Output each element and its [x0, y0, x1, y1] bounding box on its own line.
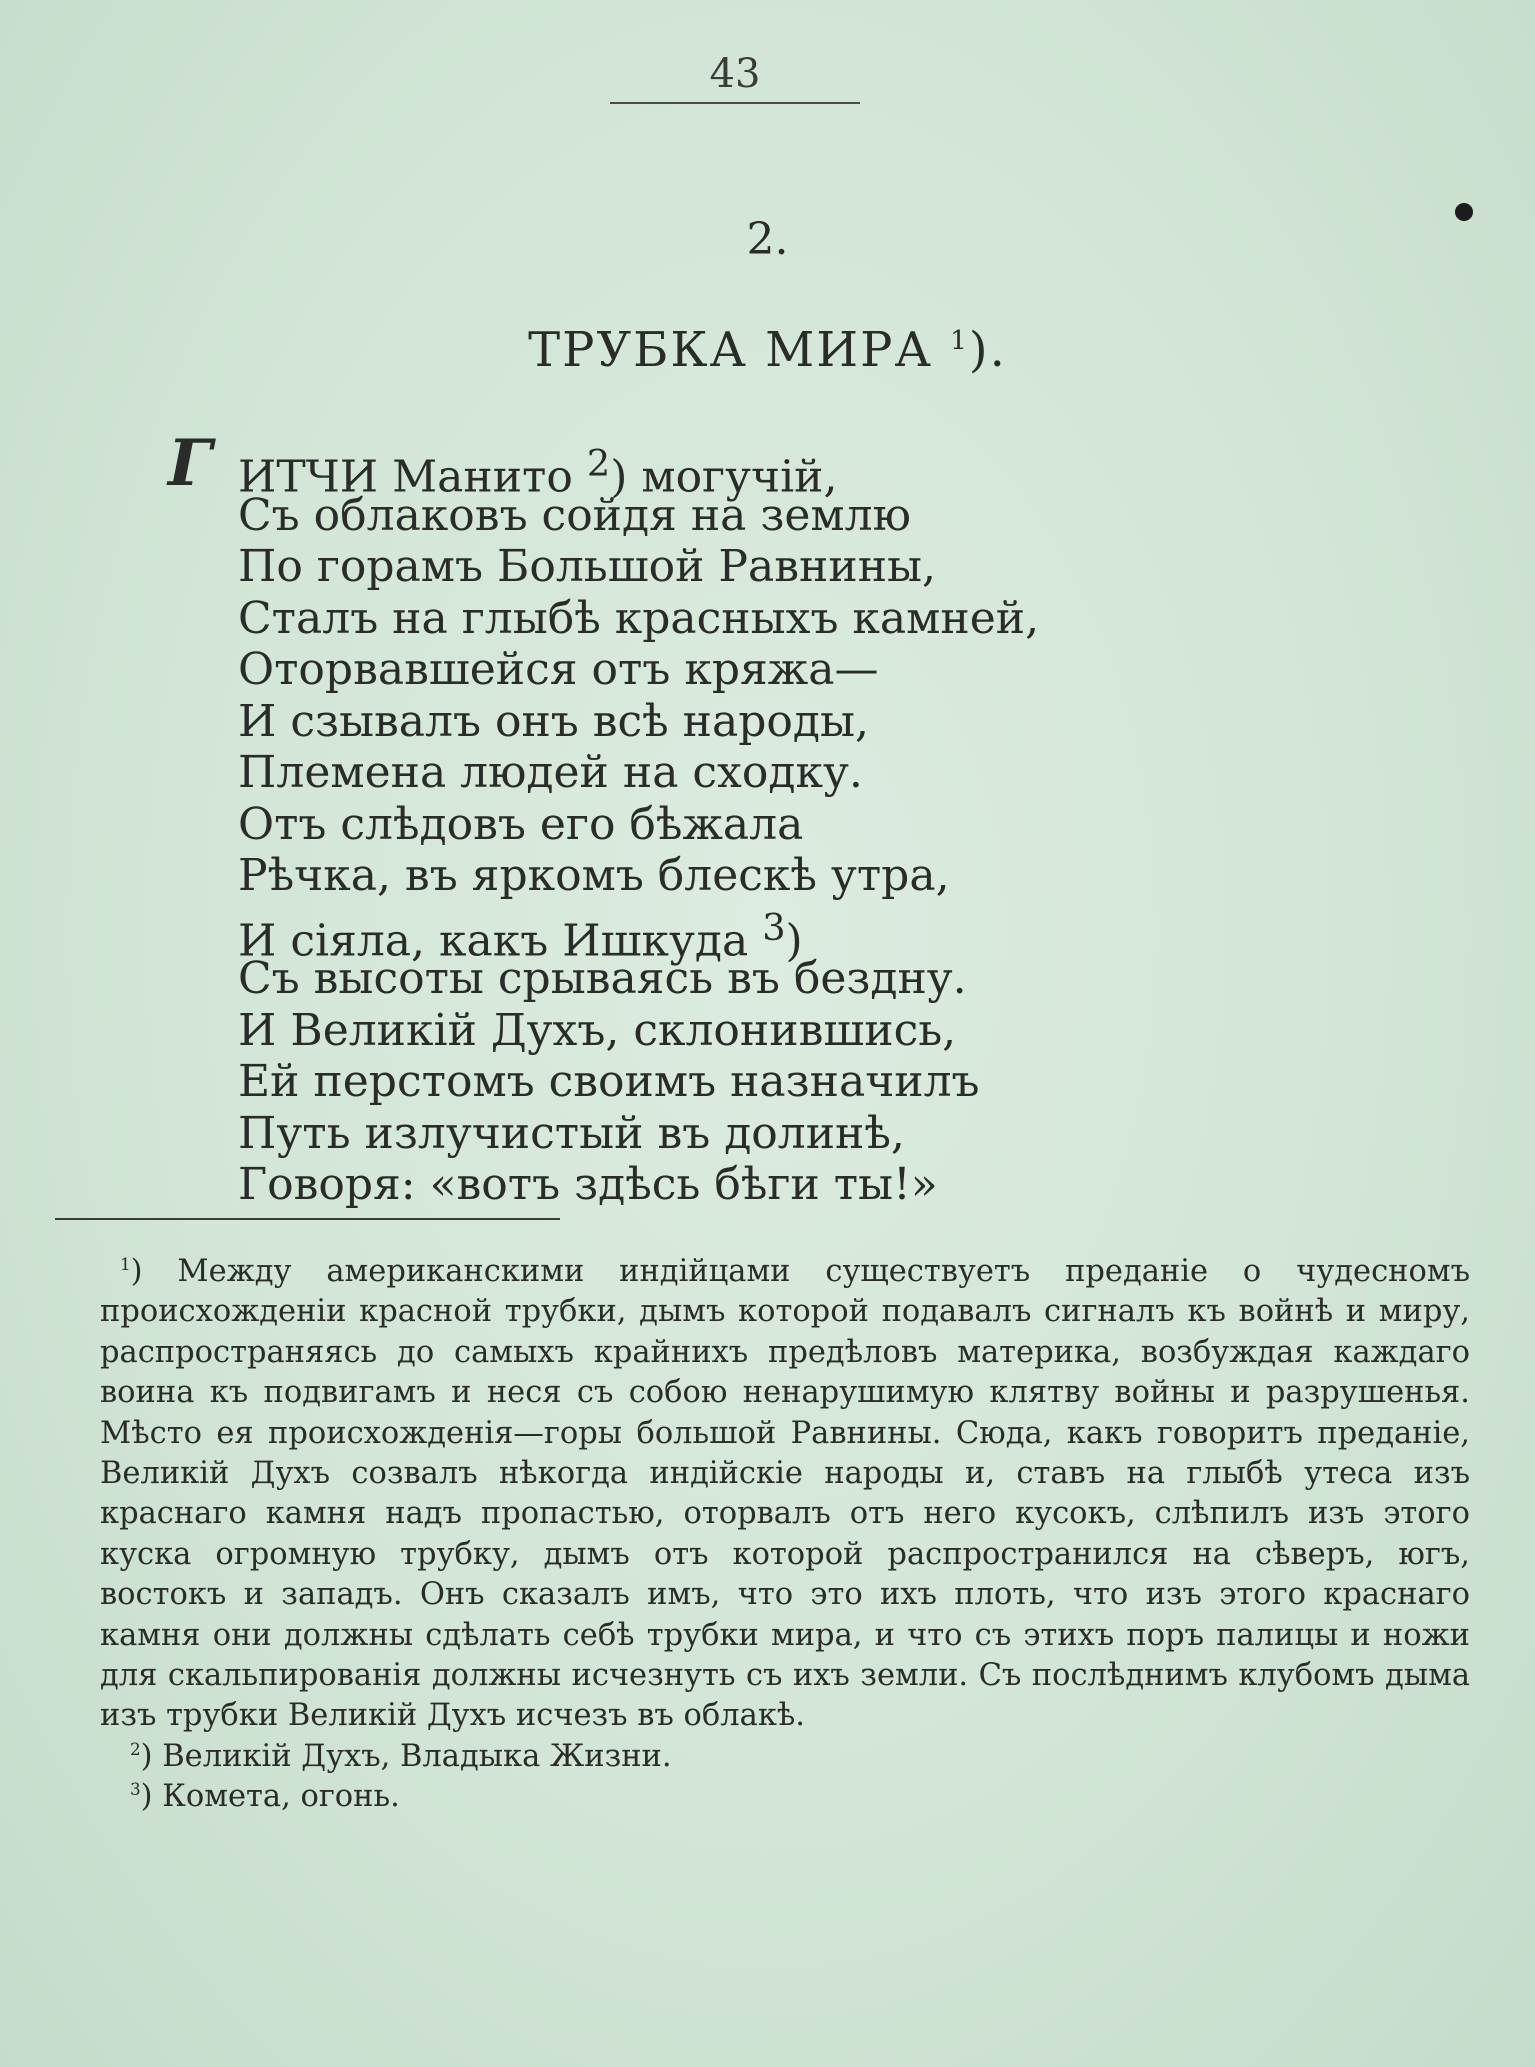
footnote-ref: 3	[762, 905, 786, 949]
footnote-text: ) Между американскими индійцами существуетъ преданіе о чудесномъ происхожденіи красной трубки, дымъ которой подавалъ сигналъ къ войнѣ и миру, распространяясь до самыхъ крайнихъ предѣловъ материка, возбуждая каждаго воина къ подвигамъ и неся съ собою ненарушимую клятву войны и разрушенья. Мѣсто ея происхожденія—горы большой Равнины. Сюда, какъ говоритъ преданіе, Великій Духъ созвалъ нѣкогда индійскіе народы и, ставъ на глыбѣ утеса изъ краснаго камня надъ пропастью, оторвалъ отъ него кусокъ, слѣпилъ изъ этого куска огромную трубку, дымъ отъ которой распространился на сѣверъ, югъ, востокъ и западъ. Онъ сказалъ имъ, что это ихъ плоть, что изъ этого краснаго камня они должны сдѣлать себѣ трубки мира, и что съ этихъ поръ палицы и ножи для скальпированія должны исчезнуть съ ихъ земли. Съ послѣднимъ клубомъ дыма изъ трубки Великій Духъ исчезъ въ облакѣ.	[100, 1254, 1470, 1734]
poem-line: Рѣчка, въ яркомъ блескѣ утра,	[238, 850, 950, 901]
poem-title-text: ТРУБКА МИРА	[528, 322, 933, 378]
footnote-divider	[55, 1218, 560, 1220]
poem-line-tail: ) могучій,	[610, 451, 838, 503]
page-number: 43	[709, 51, 761, 97]
footnote-text: ) Комета, огонь.	[140, 1779, 400, 1815]
poem-line-text: ИТЧИ Манито	[238, 451, 573, 503]
footnote-ref: 2	[586, 442, 611, 485]
poem-line: Оторвавшейся отъ кряжа—	[238, 644, 879, 695]
poem-body	[168, 426, 1368, 1211]
section-number: 2.	[746, 214, 789, 265]
footnote-1	[100, 1252, 1470, 1737]
footnotes	[100, 1252, 1470, 1818]
title-footnote-ref: 1	[950, 325, 969, 356]
title-suffix: ).	[968, 322, 1007, 378]
poem-line-tail: )	[785, 915, 803, 967]
poem-line	[168, 426, 1368, 503]
poem-line: И сзывалъ онъ всѣ народы,	[238, 695, 869, 747]
footnote-marker: 2	[130, 1738, 141, 1759]
poem-line: И Великій Духъ, склонившись,	[238, 1004, 957, 1056]
poem-line: Съ облаковъ сойдя на землю	[238, 489, 911, 541]
poem-line: Племена людей на сходку.	[238, 747, 863, 798]
drop-cap: Г	[168, 426, 213, 501]
footnote-marker: 3	[130, 1779, 141, 1800]
footnote-marker: 1	[120, 1253, 131, 1274]
poem-line: Съ высоты срываясь въ бездну.	[238, 953, 967, 1004]
poem-line-text: И сіяла, какъ Ишкуда	[238, 915, 749, 967]
poem-line: По горамъ Большой Равнины,	[238, 541, 937, 592]
poem-line: Сталъ на глыбѣ красныхъ камней,	[238, 592, 1040, 644]
poem-line	[168, 902, 1368, 967]
page-header	[610, 52, 860, 104]
footnote-2	[100, 1737, 1470, 1777]
poem-line: Отъ слѣдовъ его бѣжала	[238, 798, 804, 850]
poem-line: Ей перстомъ своимъ назначилъ	[238, 1056, 980, 1107]
poem-line: Путь излучистый въ долинѣ,	[238, 1107, 905, 1159]
footnote-text: ) Великій Духъ, Владыка Жизни.	[140, 1738, 672, 1774]
header-rule	[610, 102, 860, 104]
footnote-3	[100, 1777, 1470, 1817]
poem-line: Говоря: «вотъ здѣсь бѣги ты!»	[238, 1159, 938, 1210]
poem-title	[0, 322, 1535, 378]
